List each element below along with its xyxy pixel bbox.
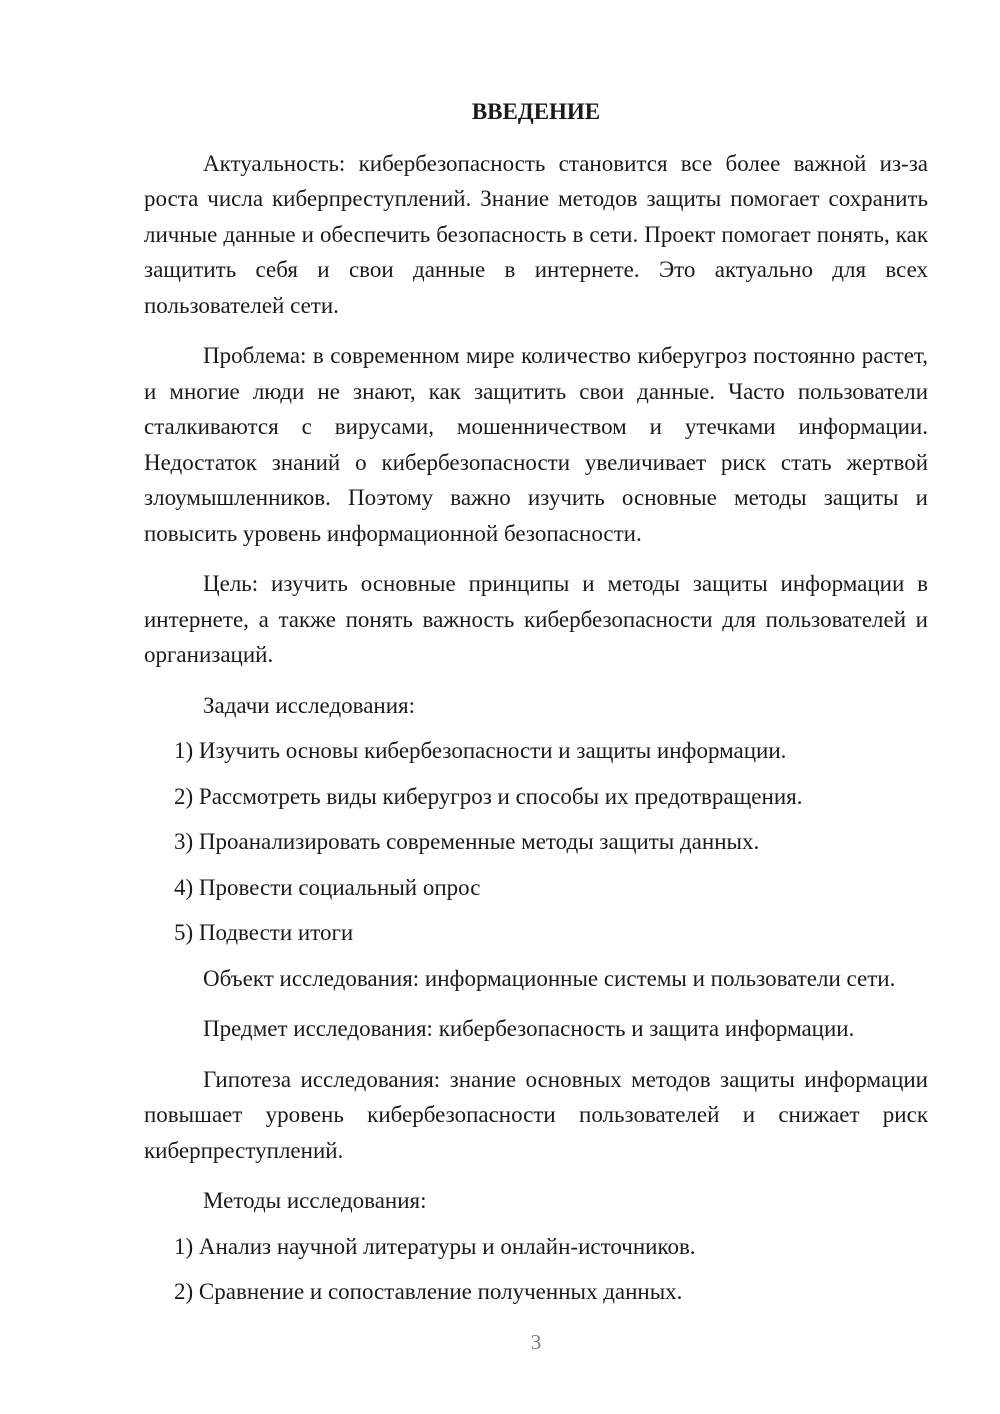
section-heading: ВВЕДЕНИЕ (471, 99, 601, 124)
relevance-paragraph: Актуальность: кибербезопасность становится все более важной из-за роста числа киберпреступлений. Знание методов защиты помогает сохранить личные данные и обеспечить безопасность в сети. Проект помогает понять, как защитить себя и свои данные в интернете. Это актуально для всех пользователей сети. (144, 150, 928, 318)
list-item: 2) Рассмотреть виды киберугроз и способы их предотвращения. (174, 783, 803, 809)
list-item: 2) Сравнение и сопоставление полученных данных. (174, 1279, 683, 1304)
tasks-label: Задачи исследования: (203, 692, 416, 718)
list-item: 4) Провести социальный опрос (174, 874, 481, 900)
page-number: 3 (530, 1330, 542, 1354)
tasks-list (144, 733, 928, 951)
page-content (144, 94, 928, 1320)
list-item: 3) Проанализировать современные методы защиты данных. (174, 829, 760, 854)
methods-list (144, 1229, 928, 1310)
methods-label: Методы исследования: (203, 1188, 427, 1213)
goal-paragraph: Цель: изучить основные принципы и методы защиты информации в интернете, а также понять важность кибербезопасности для пользователей и организаций. (144, 571, 928, 667)
hypothesis-paragraph: Гипотеза исследования: знание основных методов защиты информации повышает уровень кибербезопасности пользователей и снижает риск киберпреступлений. (144, 1066, 928, 1163)
problem-paragraph: Проблема: в современном мире количество киберугроз постоянно растет, и многие люди не знают, как защитить свои данные. Часто пользователи сталкиваются с вирусами, мошенничеством и утечками информации. Недостаток знаний о кибербезопасности увеличивает риск стать жертвой злоумышленников. Поэтому важно изучить основные методы защиты и повысить уровень информационной безопасности. (144, 343, 928, 546)
list-item: 5) Подвести итоги (174, 920, 354, 945)
subject-paragraph: Предмет исследования: кибербезопасность и защита информации. (203, 1016, 855, 1041)
object-paragraph: Объект исследования: информационные системы и пользователи сети. (203, 965, 896, 991)
list-item: 1) Анализ научной литературы и онлайн-источников. (174, 1233, 696, 1259)
list-item: 1) Изучить основы кибербезопасности и защиты информации. (174, 738, 787, 763)
